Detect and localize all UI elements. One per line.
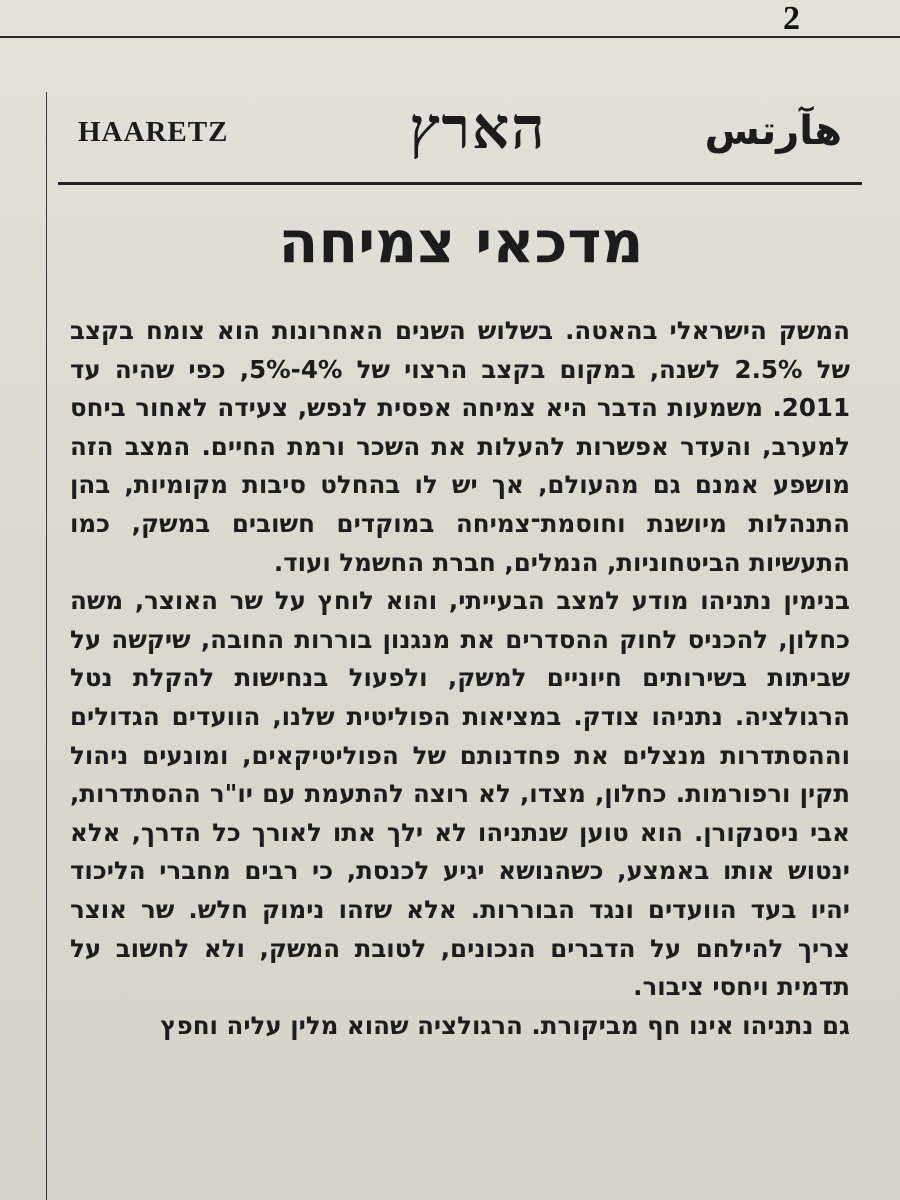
editorial-headline: מדכאי צמיחה [278, 208, 644, 276]
paragraph: המשק הישראלי בהאטה. בשלוש השנים האחרונות הוא צומח בקצב של 2.5% לשנה, במקום בקצב הרצוי של 4%-5%, כפי שהיה עד 2011. משמעות הדבר היא צמיחה אפסית לנפש, צעידה לאחור ביחס למערב, והעדר אפשרות להעלות את השכר ורמת החיים. המצב הזה מושפע אמנם גם מהעולם, אך יש לו בהחלט סיבות מקומיות, בהן התנהלות מיושנת וחוסמת־צמיחה במוקדים חשובים במשק, כמו התעשיות הביטחוניות, הנמלים, חברת החשמל ועוד. [70, 316, 850, 577]
top-rule [0, 36, 900, 38]
masthead-arabic: هآرتس [704, 108, 842, 154]
masthead [58, 92, 862, 182]
masthead-hebrew-logo: הארץ [409, 94, 547, 162]
masthead-rule [58, 182, 862, 185]
editorial-body [70, 312, 850, 1045]
masthead-english: HAARETZ [78, 116, 229, 148]
paragraph: בנימין נתניהו מודע למצב הבעייתי, והוא לוחץ על שר האוצר, משה כחלון, להכניס לחוק ההסדרים את מנגנון בוררות החובה, שיקשה על שביתות בשירותים חיוניים למשק, ולפעול בנחישות להקלת נטל הרגולציה. נתניהו צודק. במציאות הפוליטית שלנו, הוועדים הגדולים וההסתדרות מנצלים את פחדנותם של הפוליטיקאים, ומונעים ניהול תקין ורפורמות. כחלון, מצדו, לא רוצה להתעמת עם יו"ר ההסתדרות, אבי ניסנקורן. הוא טוען שנתניהו לא ילך אתו לאורך כל הדרך, אלא ינטוש אותו באמצע, כשהנושא יגיע לכנסת, כי רבים מחברי הליכוד יהיו בעד הוועדים ונגד הבוררות. אלא שזהו נימוק חלש. שר אוצר צריך להילחם על הדברים הנכונים, לטובת המשק, ולא לחשוב על תדמית ויחסי ציבור. [70, 586, 850, 1002]
paragraph: גם נתניהו אינו חף מביקורת. הרגולציה שהוא מלין עליה וחפץ [160, 1010, 850, 1040]
column-rule [46, 92, 47, 1200]
page-number: 2 [783, 0, 800, 37]
